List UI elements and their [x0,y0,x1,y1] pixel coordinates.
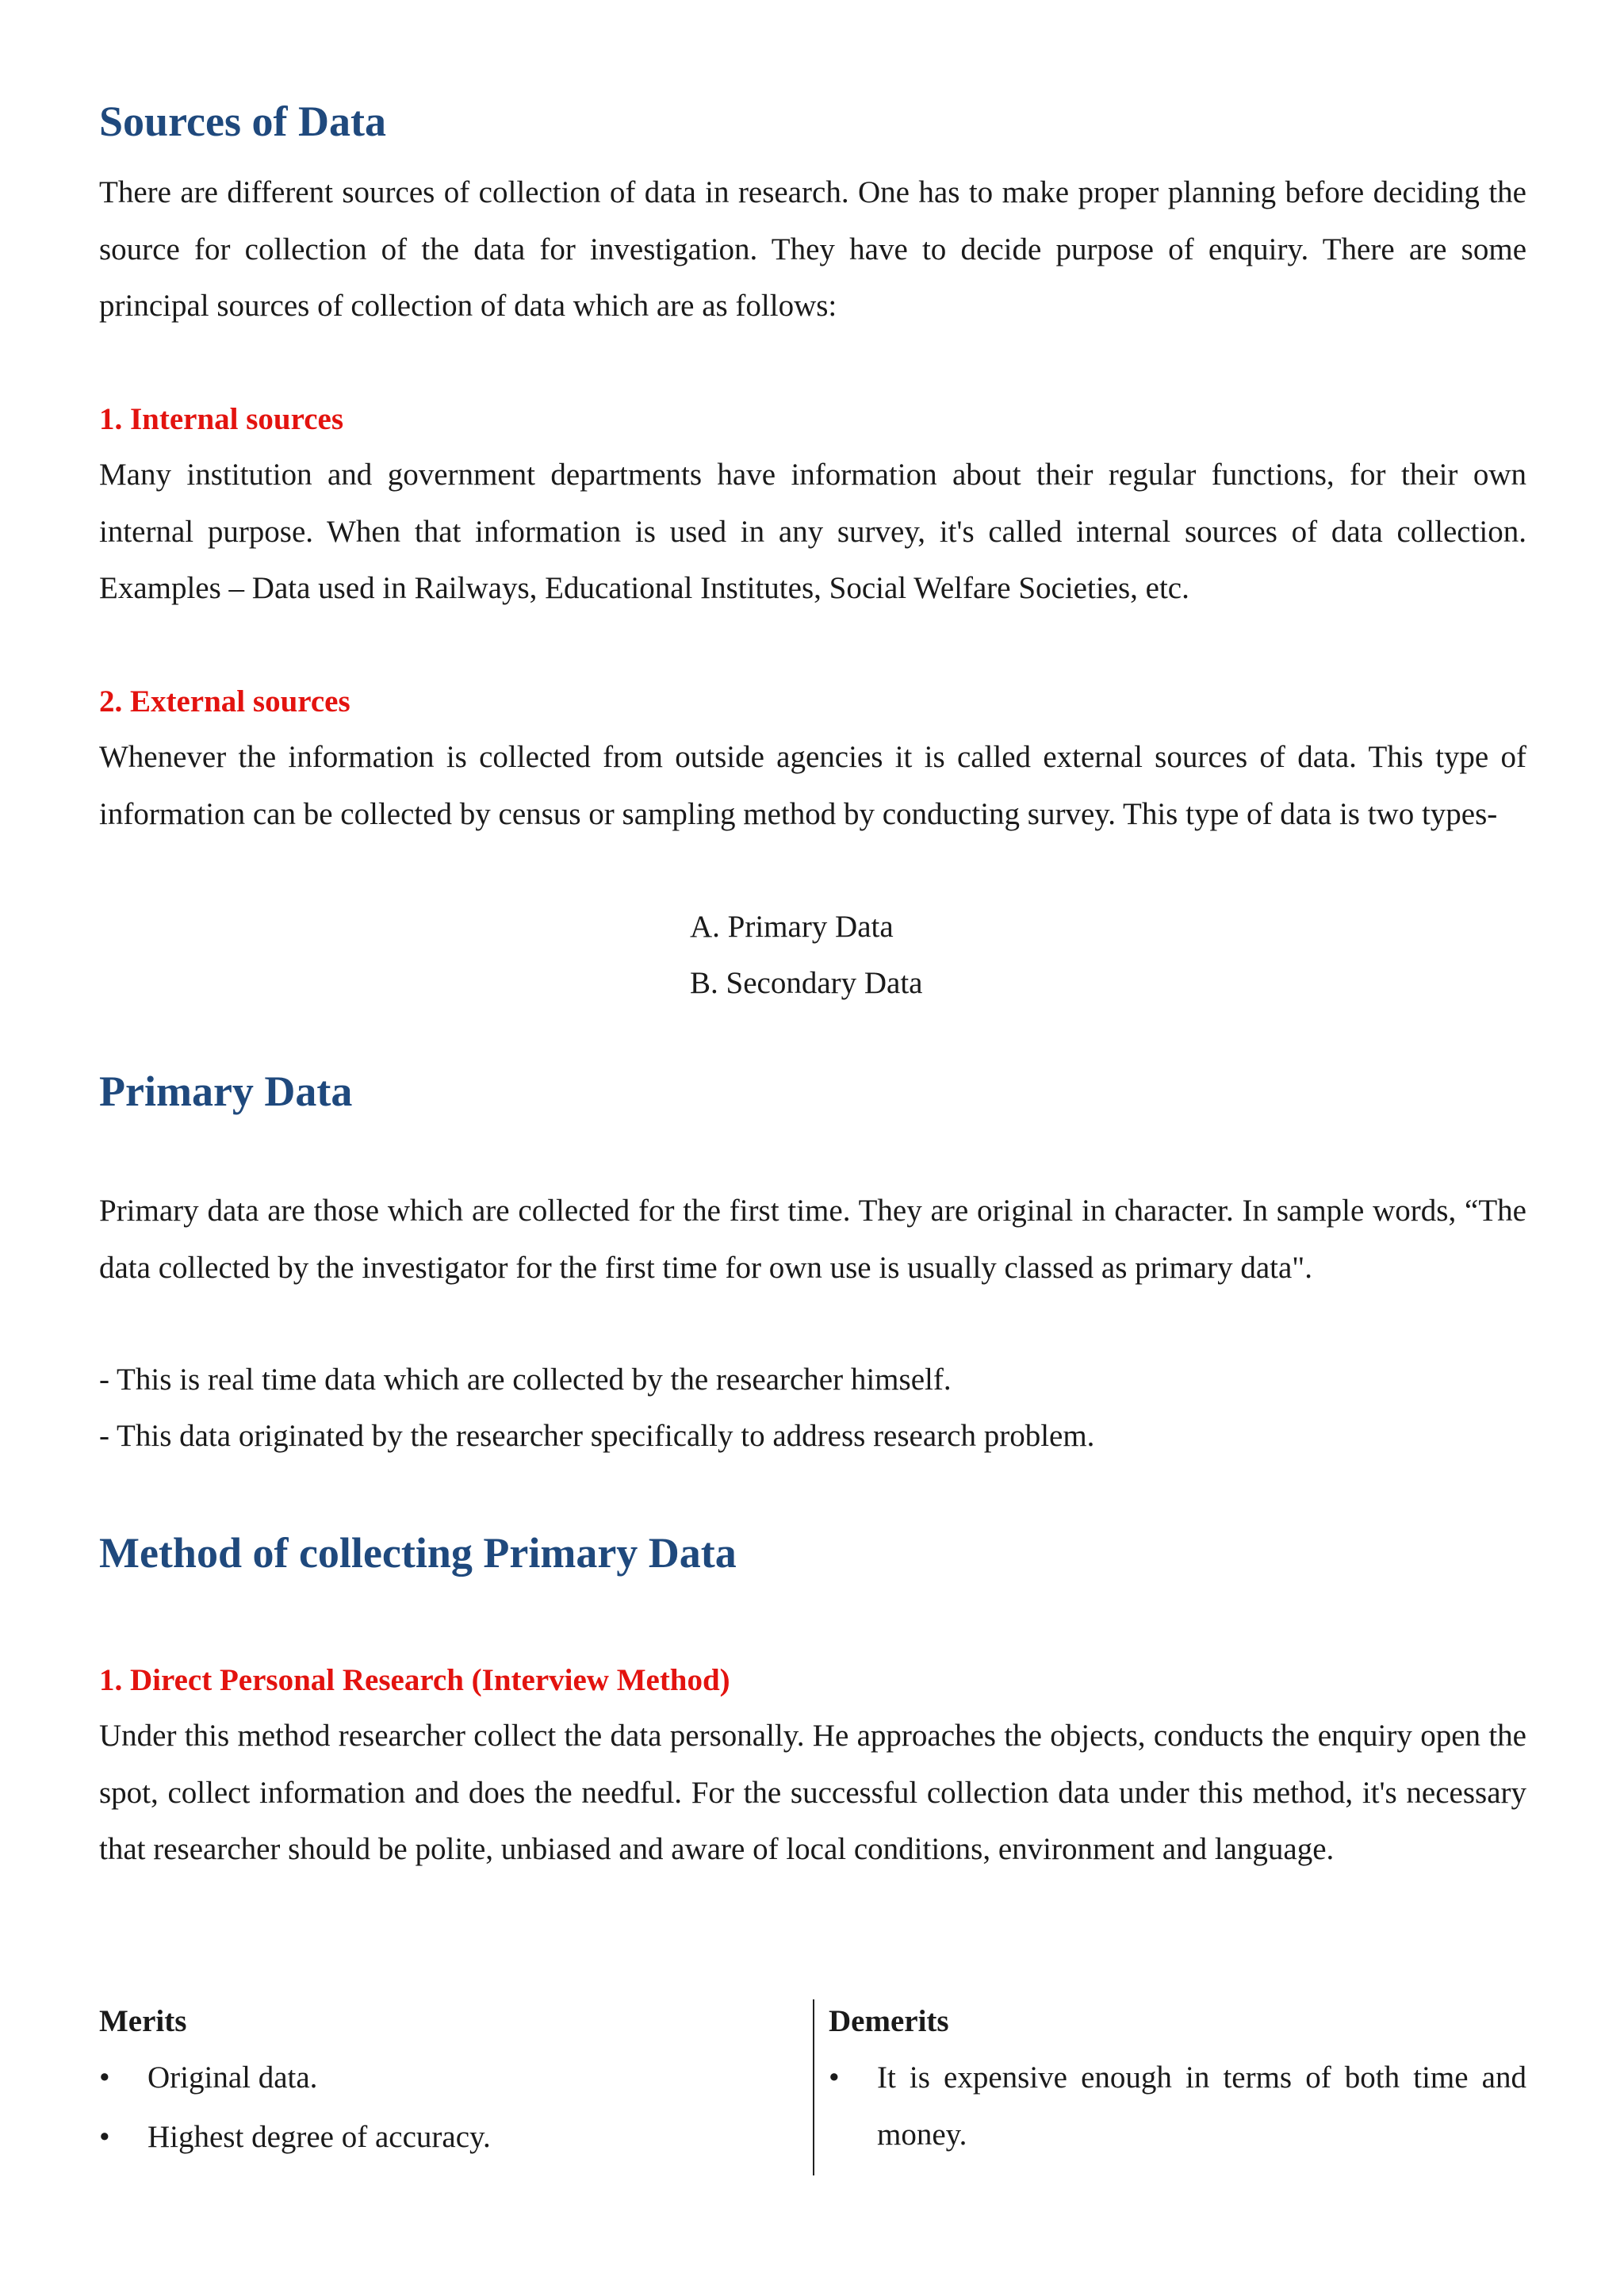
primary-data-paragraph: Primary data are those which are collected for the first time. They are original in character. In sample words, “The data collected by the investigator for the first time for own use is usually classed as primary data". [99,1194,1526,1285]
merits-heading: Merits [99,2004,187,2038]
column-divider [813,1999,814,2175]
bullet-icon: • [99,2120,110,2154]
section-title-method: Method of collecting Primary Data [99,1529,737,1577]
section-title-sources: Sources of Data [99,98,386,145]
section-title-primary-data: Primary Data [99,1068,353,1115]
bullet-icon: • [829,2060,840,2095]
primary-point-1: - This is real time data which are collected by the researcher himself. [99,1363,952,1397]
demerits-heading: Demerits [829,2004,949,2038]
merit-text: Highest degree of accuracy. [147,2120,491,2154]
sources-intro-paragraph: There are different sources of collection of data in research. One has to make proper planning before deciding the source for collection of the data for investigation. They have to decide purpose of enquiry. There are some principal sources of collection of data which are as follows: [99,175,1526,323]
external-sources-paragraph: Whenever the information is collected from outside agencies it is called external sources of data. This type of information can be collected by census or sampling method by conducting survey. This type of data is two types- [99,740,1526,831]
data-type-secondary: B. Secondary Data [690,966,923,1000]
bullet-icon: • [99,2060,110,2095]
heading-direct-personal-research: 1. Direct Personal Research (Interview Method) [99,1663,730,1697]
internal-sources-paragraph: Many institution and government departments have information about their regular functions, for their own internal purpose. When that information is used in any survey, it's called internal sources of data collection. Examples – Data used in Railways, Educational Institutes, Social Welfare Societies, etc. [99,458,1526,605]
heading-external-sources: 2. External sources [99,684,350,719]
demerit-text: It is expensive enough in terms of both time and money. [877,2060,1526,2152]
merit-text: Original data. [147,2060,318,2095]
heading-internal-sources: 1. Internal sources [99,402,344,436]
direct-research-paragraph: Under this method researcher collect the data personally. He approaches the objects, conducts the enquiry open the spot, collect information and does the needful. For the successful collection data under this method, it's necessary that researcher should be polite, unbiased and aware of local conditions, environment and language. [99,1719,1526,1866]
primary-point-2: - This data originated by the researcher specifically to address research problem. [99,1419,1095,1453]
data-type-primary: A. Primary Data [690,910,894,944]
